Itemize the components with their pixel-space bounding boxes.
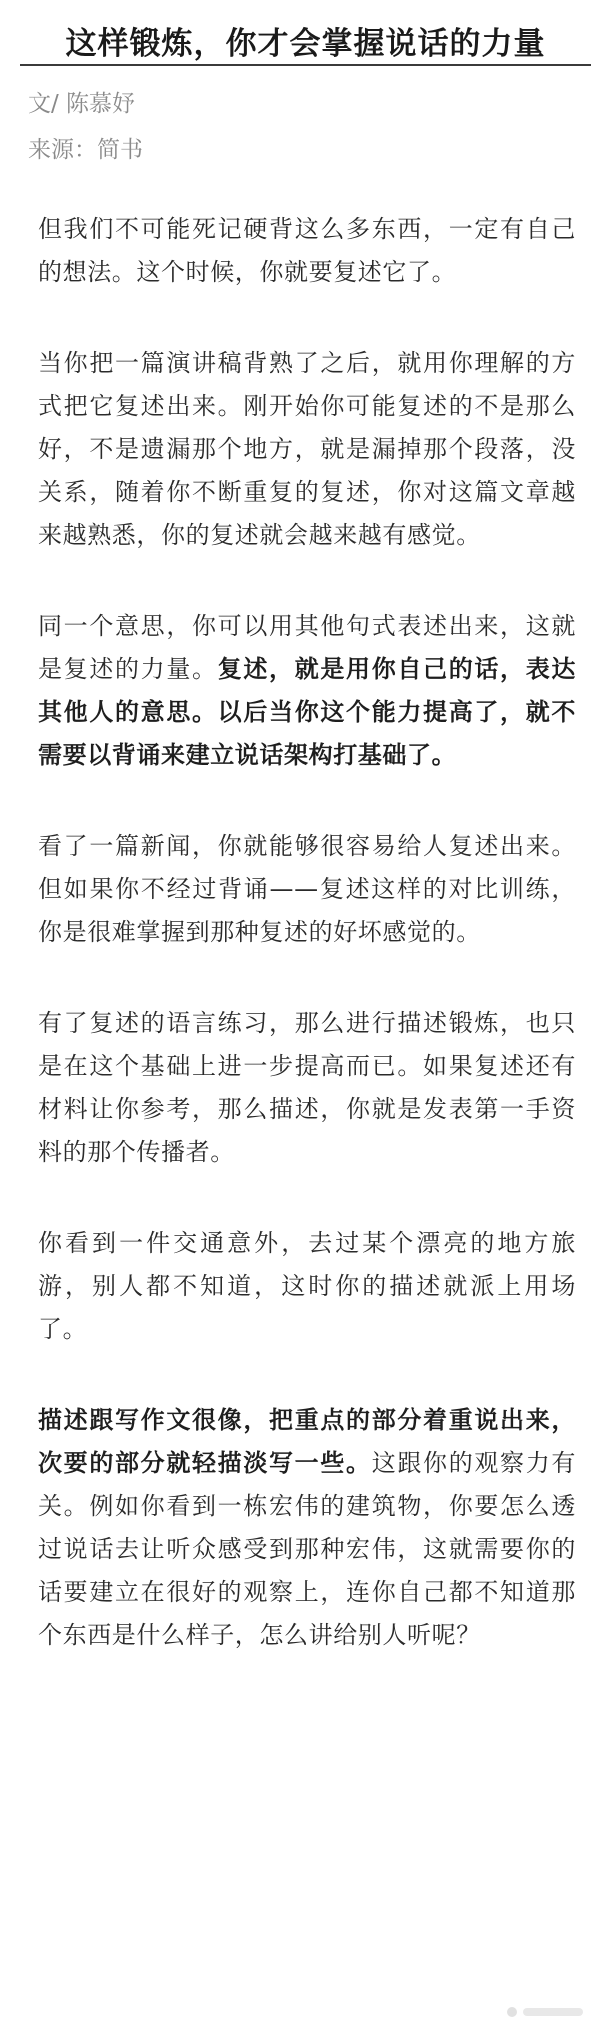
paragraph-text: 看了一篇新闻，你就能够很容易给人复述出来。但如果你不经过背诵——复述这样的对比训练，你是很难掌握到那种复述的好坏感觉的。 (38, 832, 576, 946)
paragraph-text: 同一个意思，你可以用其他句式表述出来，这就是复述的力量。 (38, 612, 576, 683)
paragraph-text: 你看到一件交通意外，去过某个漂亮的地方旅游，别人都不知道，这时你的描述就派上用场了。 (38, 1229, 576, 1343)
article-header (0, 0, 611, 74)
paragraph-6 (38, 1222, 576, 1351)
paragraph-text: 当你把一篇演讲稿背熟了之后，就用你理解的方式把它复述出来。刚开始你可能复述的不是那么好，不是遗漏那个地方，就是漏掉那个段落，没关系，随着你不断重复的复述，你对这篇文章越来越熟悉，你的复述就会越来越有感觉。 (38, 349, 576, 549)
article-body (38, 208, 576, 1657)
paragraph-1 (38, 208, 576, 294)
paragraph-3 (38, 605, 576, 777)
paragraph-2 (38, 342, 576, 557)
paragraph-text: 有了复述的语言练习，那么进行描述锻炼，也只是在这个基础上进一步提高而已。如果复述还有材料让你参考，那么描述，你就是发表第一手资料的那个传播者。 (38, 1009, 576, 1166)
paragraph-bold-text: 描述跟写作文很像，把重点的部分着重说出来，次要的部分就轻描淡写一些。 (38, 1406, 576, 1477)
title-divider (20, 64, 591, 66)
paragraph-bold-text: 复述，就是用你自己的话，表达其他人的意思。以后当你这个能力提高了，就不需要以背诵来建立说话架构打基础了。 (38, 655, 576, 769)
paragraph-5 (38, 1002, 576, 1174)
paragraph-text: 但我们不可能死记硬背这么多东西，一定有自己的想法。这个时候，你就要复述它了。 (38, 215, 576, 286)
paragraph-4 (38, 825, 576, 954)
watermark-dot-icon (507, 2007, 517, 2017)
paragraph-7 (38, 1399, 576, 1657)
watermark-logo (507, 2001, 583, 2023)
paragraph-text: 这跟你的观察力有关。例如你看到一栋宏伟的建筑物，你要怎么透过说话去让听众感受到那种宏伟，这就需要你的话要建立在很好的观察上，连你自己都不知道那个东西是什么样子，怎么讲给别人听呢？ (38, 1449, 576, 1649)
author-line: 文/ 陈慕妤 (28, 91, 136, 117)
watermark-bar (523, 2008, 583, 2016)
source-line: 来源：简书 (28, 137, 143, 163)
article-title: 这样锻炼，你才会掌握说话的力量 (65, 26, 546, 62)
